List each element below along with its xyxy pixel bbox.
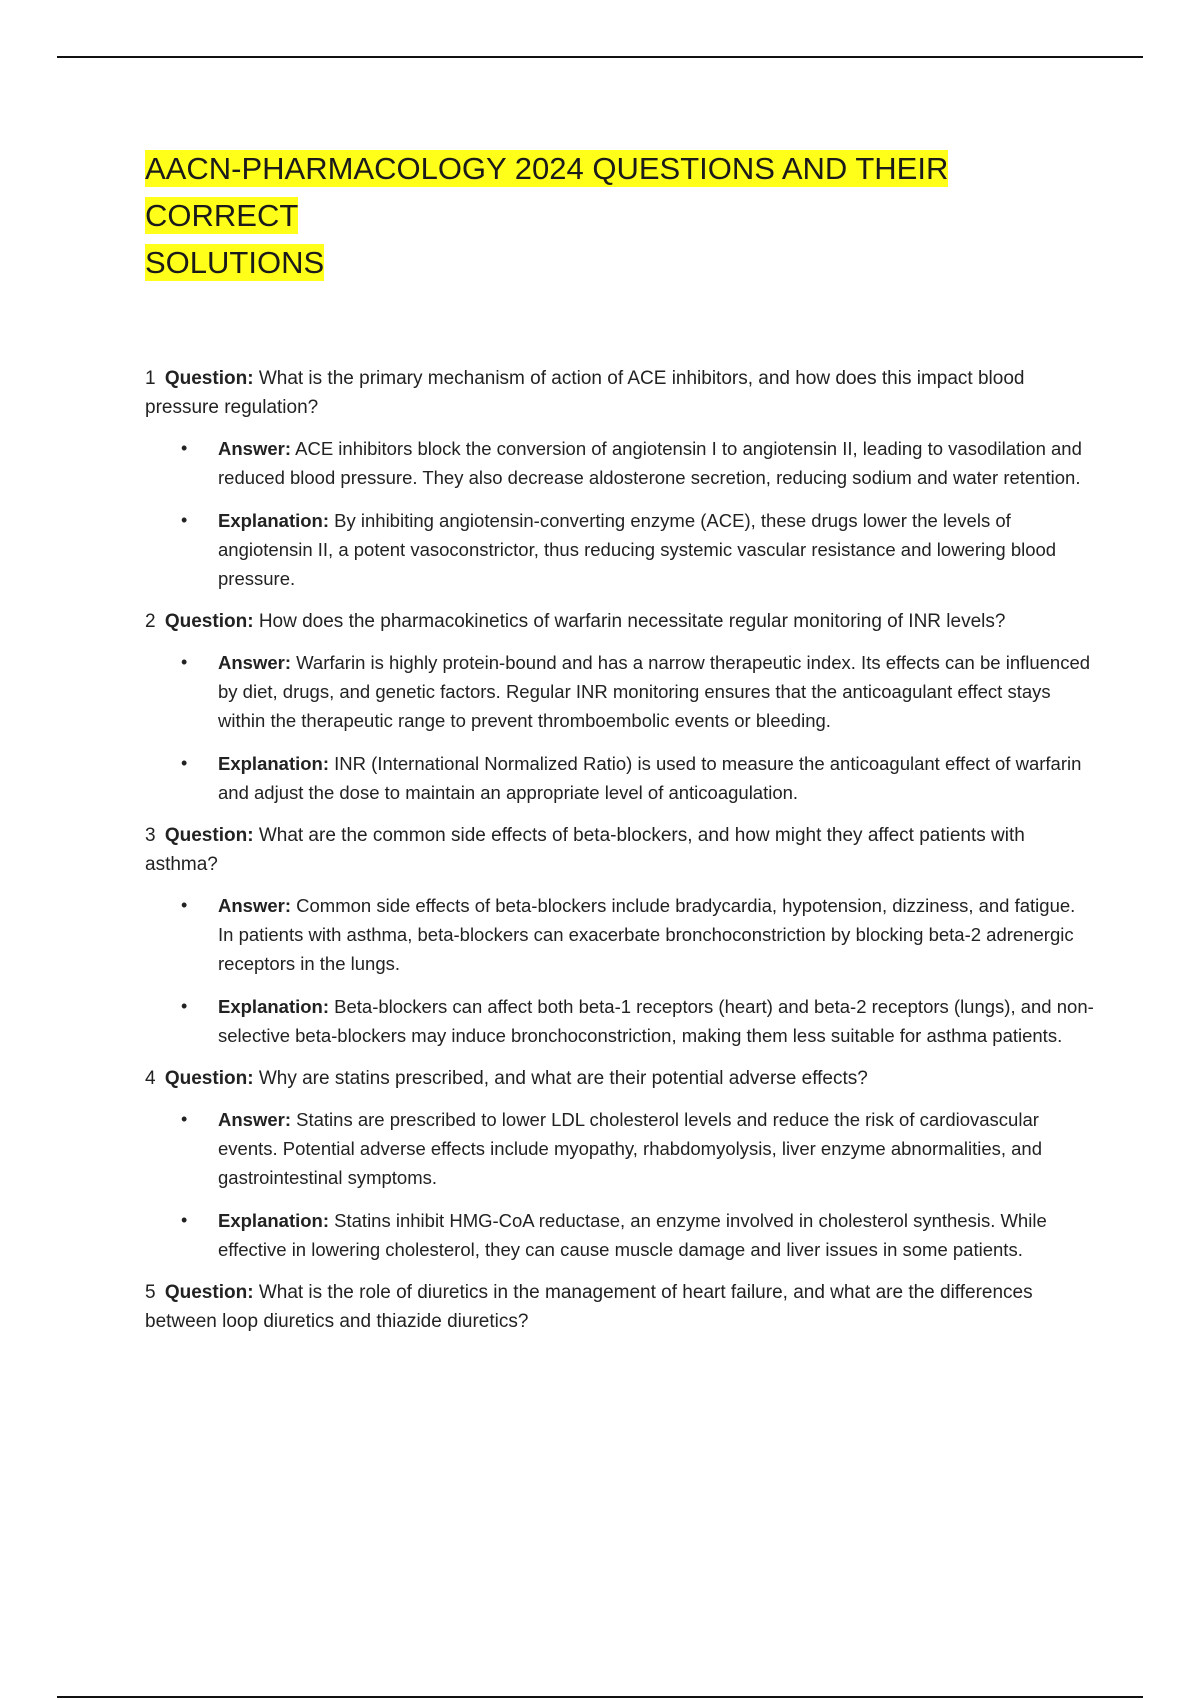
- explanation-text: Statins inhibit HMG-CoA reductase, an enzyme involved in cholesterol synthesis. While effective in lowering cholesterol, they can cause muscle damage and liver issues in some patients.: [218, 1210, 1047, 1260]
- question-label: Question:: [164, 1068, 254, 1089]
- question-text: Why are statins prescribed, and what are their potential adverse effects?: [258, 1068, 868, 1089]
- explanation-item: [145, 992, 1095, 1050]
- bullet-icon: •: [181, 1210, 188, 1230]
- answer-item: [145, 1105, 1095, 1192]
- bullet-icon: •: [181, 753, 188, 773]
- explanation-item: [145, 749, 1095, 807]
- question-text: What is the role of diuretics in the management of heart failure, and what are the differences between loop diuretics and thiazide diuretics?: [145, 1282, 1033, 1332]
- explanation-label: Explanation:: [218, 996, 330, 1017]
- bullet-icon: •: [181, 438, 188, 458]
- explanation-text: INR (International Normalized Ratio) is used to measure the anticoagulant effect of warfarin and adjust the dose to maintain an appropriate level of anticoagulation.: [218, 753, 1082, 803]
- answer-label: Answer:: [218, 895, 291, 916]
- explanation-item: [145, 506, 1095, 593]
- footer-rule: [57, 1696, 1143, 1698]
- answer-item: [145, 891, 1095, 978]
- explanation-text: By inhibiting angiotensin-converting enzyme (ACE), these drugs lower the levels of angiotensin II, a potent vasoconstrictor, thus reducing systemic vascular resistance and lowering blood pressure.: [218, 510, 1057, 589]
- answer-text: Common side effects of beta-blockers include bradycardia, hypotension, dizziness, and fatigue. In patients with asthma, beta-blockers can exacerbate bronchoconstriction by blocking beta-2 adrenergic receptors in the lungs.: [218, 895, 1076, 974]
- question-text: What is the primary mechanism of action of ACE inhibitors, and how does this impact blood pressure regulation?: [145, 368, 1025, 418]
- question-3: [145, 821, 1095, 879]
- bullet-icon: •: [181, 510, 188, 530]
- answer-label: Answer:: [218, 438, 291, 459]
- question-1: [145, 364, 1095, 422]
- question-label: Question:: [164, 825, 254, 846]
- question-label: Question:: [164, 368, 254, 389]
- answer-label: Answer:: [218, 1109, 291, 1130]
- explanation-item: [145, 1206, 1095, 1264]
- answer-item: [145, 434, 1095, 492]
- answer-item: [145, 648, 1095, 735]
- explanation-text: Beta-blockers can affect both beta-1 receptors (heart) and beta-2 receptors (lungs), and non-selective beta-blockers may induce bronchoconstriction, making them less suitable for asthma patients.: [218, 996, 1094, 1046]
- question-text: How does the pharmacokinetics of warfarin necessitate regular monitoring of INR levels?: [258, 611, 1006, 632]
- answer-text: Statins are prescribed to lower LDL cholesterol levels and reduce the risk of cardiovascular events. Potential adverse effects include myopathy, rhabdomyolysis, liver enzyme abnormalities, and gastrointestinal symptoms.: [218, 1109, 1043, 1188]
- answer-label: Answer:: [218, 652, 291, 673]
- question-number: 5: [145, 1282, 156, 1303]
- bullet-icon: •: [181, 1109, 188, 1129]
- header-rule: [57, 56, 1143, 58]
- bullet-icon: •: [181, 652, 188, 672]
- bullet-icon: •: [181, 996, 188, 1016]
- explanation-label: Explanation:: [218, 1210, 330, 1231]
- question-number: 1: [145, 368, 156, 389]
- question-3-details: [145, 891, 1095, 1050]
- bullet-icon: •: [181, 895, 188, 915]
- question-2: [145, 607, 1095, 636]
- question-number: 2: [145, 611, 156, 632]
- question-5: [145, 1278, 1095, 1336]
- question-2-details: [145, 648, 1095, 807]
- question-1-details: [145, 434, 1095, 593]
- title-line-1: AACN-PHARMACOLOGY 2024 QUESTIONS AND THEIR CORRECT: [145, 151, 949, 233]
- question-number: 3: [145, 825, 156, 846]
- question-label: Question:: [164, 611, 254, 632]
- question-number: 4: [145, 1068, 156, 1089]
- explanation-label: Explanation:: [218, 510, 330, 531]
- explanation-label: Explanation:: [218, 753, 330, 774]
- question-4: [145, 1064, 1095, 1093]
- answer-text: Warfarin is highly protein-bound and has a narrow therapeutic index. Its effects can be influenced by diet, drugs, and genetic factors. Regular INR monitoring ensures that the anticoagulant effect stays within the therapeutic range to prevent thromboembolic events or bleeding.: [218, 652, 1091, 731]
- question-text: What are the common side effects of beta-blockers, and how might they affect patients with asthma?: [145, 825, 1025, 875]
- question-label: Question:: [164, 1282, 254, 1303]
- answer-text: ACE inhibitors block the conversion of angiotensin I to angiotensin II, leading to vasodilation and reduced blood pressure. They also decrease aldosterone secretion, reducing sodium and water retention.: [218, 438, 1082, 488]
- page-title: [145, 145, 1095, 286]
- document-body: [145, 145, 1095, 1348]
- title-line-2: SOLUTIONS: [145, 245, 325, 280]
- question-4-details: [145, 1105, 1095, 1264]
